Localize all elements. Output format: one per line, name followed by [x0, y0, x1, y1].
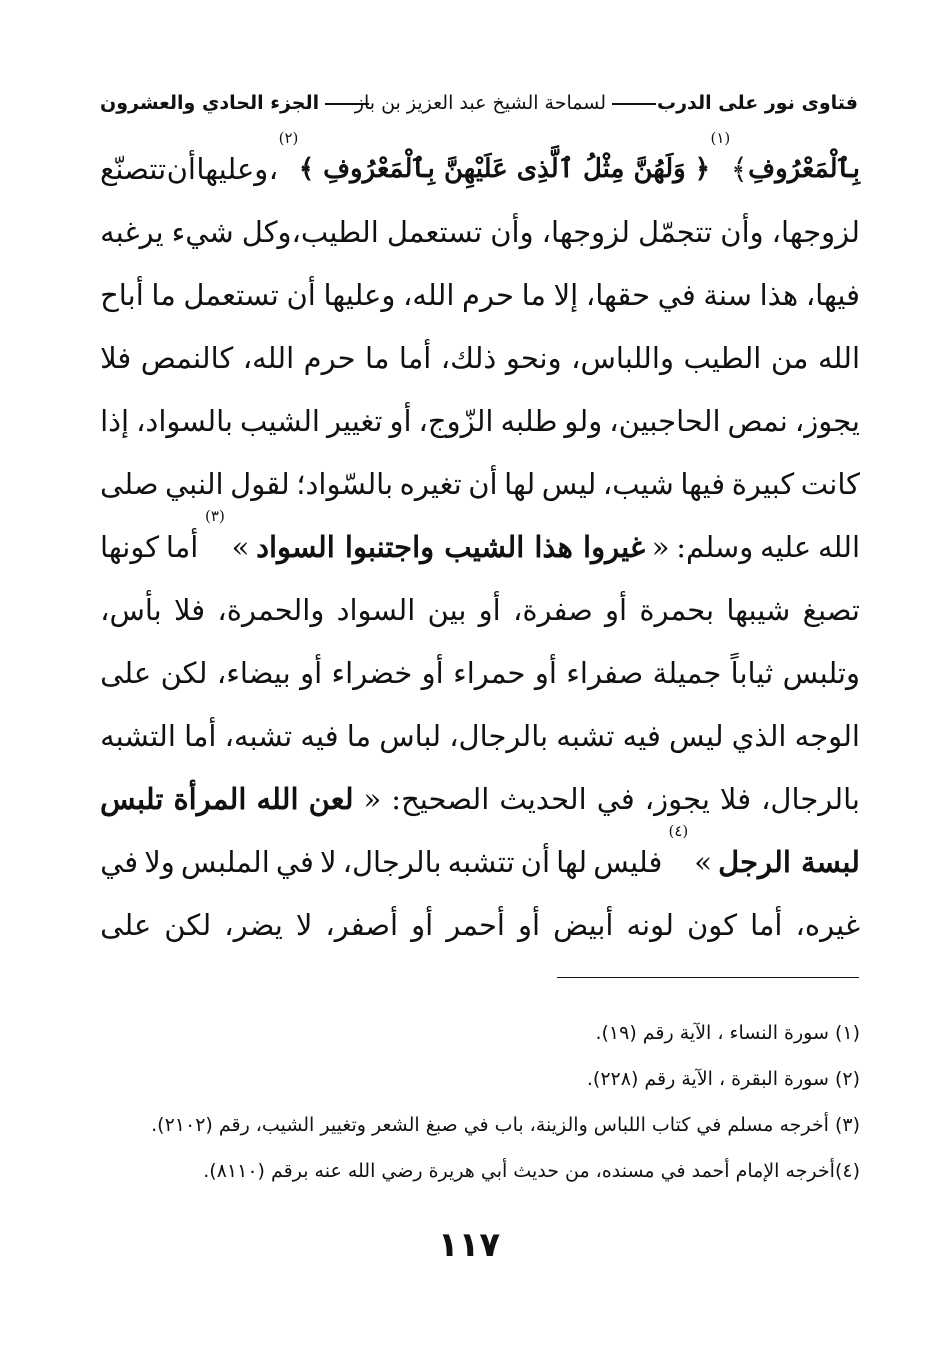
body-word: طلبه [500, 404, 558, 438]
footnote-reference: (١) [710, 129, 731, 147]
body-word: يجوز، [794, 404, 860, 438]
body-word: خضراء [331, 656, 413, 690]
body-word: كالنمص [140, 341, 234, 375]
body-word: لها [556, 845, 588, 879]
body-word: أحمر [446, 908, 505, 942]
body-word: تشبه [556, 719, 615, 753]
quran-verse: بِٱلْمَعْرُوفِ [748, 154, 860, 184]
body-word: تصبغ [802, 593, 860, 627]
body-line [100, 705, 860, 768]
body-word: لكن [164, 908, 212, 942]
body-word: تتجمّل [637, 215, 713, 249]
body-word: الله، [403, 278, 455, 312]
body-word: أو [605, 593, 628, 627]
footnote-1: (١) سورة النساء ، الآية رقم (١٩). [595, 1022, 860, 1044]
footnote-2: (٢) سورة البقرة ، الآية رقم (٢٢٨). [586, 1068, 860, 1090]
body-word: نمص [727, 404, 788, 438]
footnotes [100, 1010, 860, 1194]
body-word: أما [165, 530, 199, 564]
body-word: إلا [553, 278, 579, 312]
running-header [100, 86, 858, 120]
body-word: في [657, 278, 696, 312]
body-word: شيبها [726, 593, 791, 627]
hadith-quote: لعن الله المرأة تلبس [100, 782, 354, 816]
body-word: لونه [626, 908, 674, 942]
body-word: تتشبه [447, 845, 515, 879]
body-word: ذلك، [440, 341, 497, 375]
quran-verse: ﴿ وَلَهُنَّ مِثْلُ ٱلَّذِى عَلَيْهِنَّ بِٱلْمَعْرُوفِ ﴾ [298, 154, 711, 184]
header-dash-2 [325, 103, 369, 105]
body-word: الحديث [499, 782, 587, 816]
body-word: في [596, 782, 635, 816]
body-word: الطيب [683, 341, 762, 375]
body-word: سنة [703, 278, 752, 312]
body-word: أو [300, 656, 323, 690]
body-word: الوجه [794, 719, 860, 753]
body-word: وعليها [323, 278, 396, 312]
body-word: أو [421, 656, 444, 690]
body-word: عليه [760, 530, 812, 564]
body-word: شيب، [602, 467, 674, 501]
body-word: أباح [100, 278, 144, 312]
body-word: ولو [564, 404, 603, 438]
body-word: كانت [800, 467, 860, 501]
body-word: على [100, 908, 152, 942]
body-word: فلا [100, 341, 132, 375]
body-word: شيء [171, 215, 234, 249]
body-word: » [694, 845, 713, 879]
body-word: الصحيح: [391, 782, 490, 816]
body-word: بالرجال، [761, 782, 860, 816]
body-word: الله [817, 530, 860, 564]
body-word: تغيير [326, 404, 383, 438]
body-word: تشبه، [224, 719, 293, 753]
body-word: بالسّواد؛ [296, 467, 394, 501]
body-word: التشبه [100, 719, 176, 753]
hadith-quote: غيروا هذا الشيب واجتنبوا السواد [256, 530, 646, 564]
body-word: » [231, 530, 250, 564]
body-word: ما [151, 278, 176, 312]
body-word: فلا [173, 593, 206, 627]
body-word: أو [534, 656, 557, 690]
body-word: فلا [719, 782, 752, 816]
body-word: ليس [668, 719, 724, 753]
body-word: لباس [379, 719, 442, 753]
body-word: أصفر، [325, 908, 399, 942]
body-word: ونحو [505, 341, 562, 375]
footnote-4: (٤)أخرجه الإمام أحمد في مسنده، من حديث أبي هريرة رضي الله عنه برقم (٨١١٠). [203, 1160, 860, 1182]
body-word: في [275, 845, 314, 879]
body-word: هذا [759, 278, 799, 312]
body-word: حرم [462, 278, 514, 312]
body-word: صفرة، [512, 593, 593, 627]
body-word: كونها [100, 530, 160, 564]
body-line [100, 507, 860, 579]
body-word: على [100, 656, 152, 690]
body-word: ولا [144, 845, 175, 879]
body-word: بحمرة [639, 593, 715, 627]
body-word: السواد [336, 593, 416, 627]
author-line [355, 86, 662, 120]
body-word: إذا [100, 404, 130, 438]
body-word: « [651, 530, 670, 564]
body-word: أن [520, 845, 551, 879]
body-word: لا [320, 845, 337, 879]
footnote-3: (٣) أخرجه مسلم في كتاب اللباس والزينة، باب في صبغ الشعر وتغيير الشيب، رقم (٢١٠٢). [151, 1114, 860, 1136]
body-word: الطيب،وكل [241, 215, 379, 249]
body-word: الله، [242, 341, 295, 375]
body-word: وسلم: [676, 530, 754, 564]
body-word: الملبس [180, 845, 270, 879]
body-word: تغيره [399, 467, 462, 501]
body-word: فيها، [805, 278, 860, 312]
body-word: تستعمل [386, 215, 483, 249]
author-name: لسماحة الشيخ عبد العزيز بن باز [354, 92, 606, 114]
body-word: ما [365, 341, 390, 375]
body-word: أو [389, 404, 412, 438]
body-word: وعليها [196, 152, 269, 186]
body-word: كون [686, 908, 738, 942]
body-text [100, 129, 860, 957]
body-word: لا [295, 908, 313, 942]
body-word: بأس، [100, 593, 162, 627]
body-word: بيضاء، [216, 656, 291, 690]
body-word: حقها، [585, 278, 651, 312]
body-word: أبيض [553, 908, 614, 942]
body-word: أما [750, 908, 783, 942]
body-word: فليس [593, 845, 663, 879]
body-word: بالرجال، [342, 845, 442, 879]
body-word: في [100, 845, 139, 879]
body-word: من [770, 341, 809, 375]
volume-label: الجزء الحادي والعشرون [100, 92, 320, 114]
footnote-reference: (٣) [205, 507, 225, 525]
body-line [100, 642, 860, 705]
body-word: أو [411, 908, 434, 942]
body-word: الزّوج، [418, 404, 494, 438]
body-word: يجوز، [644, 782, 710, 816]
body-word: فيه [622, 719, 661, 753]
body-word: يضر، [224, 908, 283, 942]
body-word: لكن [160, 656, 208, 690]
body-word: أما [184, 719, 217, 753]
body-word: بالرجال، [449, 719, 549, 753]
body-word: أما [398, 341, 432, 375]
body-word: واللباس، [571, 341, 674, 375]
body-word: وتلبس [782, 656, 860, 690]
body-line [100, 201, 860, 264]
body-line [100, 390, 860, 453]
body-word: أو [517, 908, 541, 942]
body-word: يرغبه [100, 215, 164, 249]
body-word: بين [427, 593, 467, 627]
footnote-divider [557, 977, 859, 978]
body-word: لها [504, 467, 536, 501]
body-word: ﴾ [730, 152, 748, 186]
body-line [100, 327, 860, 390]
body-word: جميلة [652, 656, 722, 690]
body-word: ليس [541, 467, 597, 501]
body-word: الشيب [239, 404, 320, 438]
hadith-quote: لبسة الرجل [718, 845, 860, 879]
body-word: وأن [720, 215, 764, 249]
body-word: ما [521, 278, 546, 312]
body-word: غيره، [795, 908, 860, 942]
body-word: ما [346, 719, 372, 753]
body-word: لزوجها، [771, 215, 860, 249]
body-line [100, 579, 860, 642]
body-word: فيه [300, 719, 339, 753]
body-word: صلى [100, 467, 159, 501]
body-word: تستعمل [183, 278, 279, 312]
body-word: صفراء [566, 656, 644, 690]
body-word: فيها [680, 467, 726, 501]
body-word: بالسواد، [136, 404, 233, 438]
body-line [100, 894, 860, 957]
book-title: فتاوى نور على الدرب [657, 92, 858, 114]
body-line [100, 264, 860, 327]
body-word: تتصنّع [100, 152, 167, 186]
body-word: الحاجبين، [609, 404, 721, 438]
body-word: حرم [303, 341, 356, 375]
body-word: ثياباً [730, 656, 774, 690]
body-word: الذي [731, 719, 787, 753]
header-dash-1 [612, 103, 656, 105]
body-word: أن [286, 278, 316, 312]
body-word: والحمرة، [217, 593, 325, 627]
body-word: ، [268, 152, 279, 186]
body-line [100, 129, 860, 201]
body-word: النبي [165, 467, 224, 501]
body-word: أن [166, 152, 196, 186]
body-word: أو [478, 593, 501, 627]
footnote-reference: (٤) [668, 822, 689, 840]
body-word: لزوجها، [541, 215, 630, 249]
body-word: الله [817, 341, 860, 375]
footnote-reference: (٢) [278, 129, 299, 147]
body-word: حمراء [453, 656, 526, 690]
body-word: كبيرة [731, 467, 795, 501]
body-line [100, 822, 860, 894]
body-word: لقول [230, 467, 290, 501]
body-line [100, 768, 860, 831]
body-word: أن [468, 467, 498, 501]
volume-title [100, 86, 375, 120]
page-number: ١١٧ [437, 1225, 501, 1265]
body-word: « [363, 782, 382, 816]
body-word: وأن [490, 215, 534, 249]
